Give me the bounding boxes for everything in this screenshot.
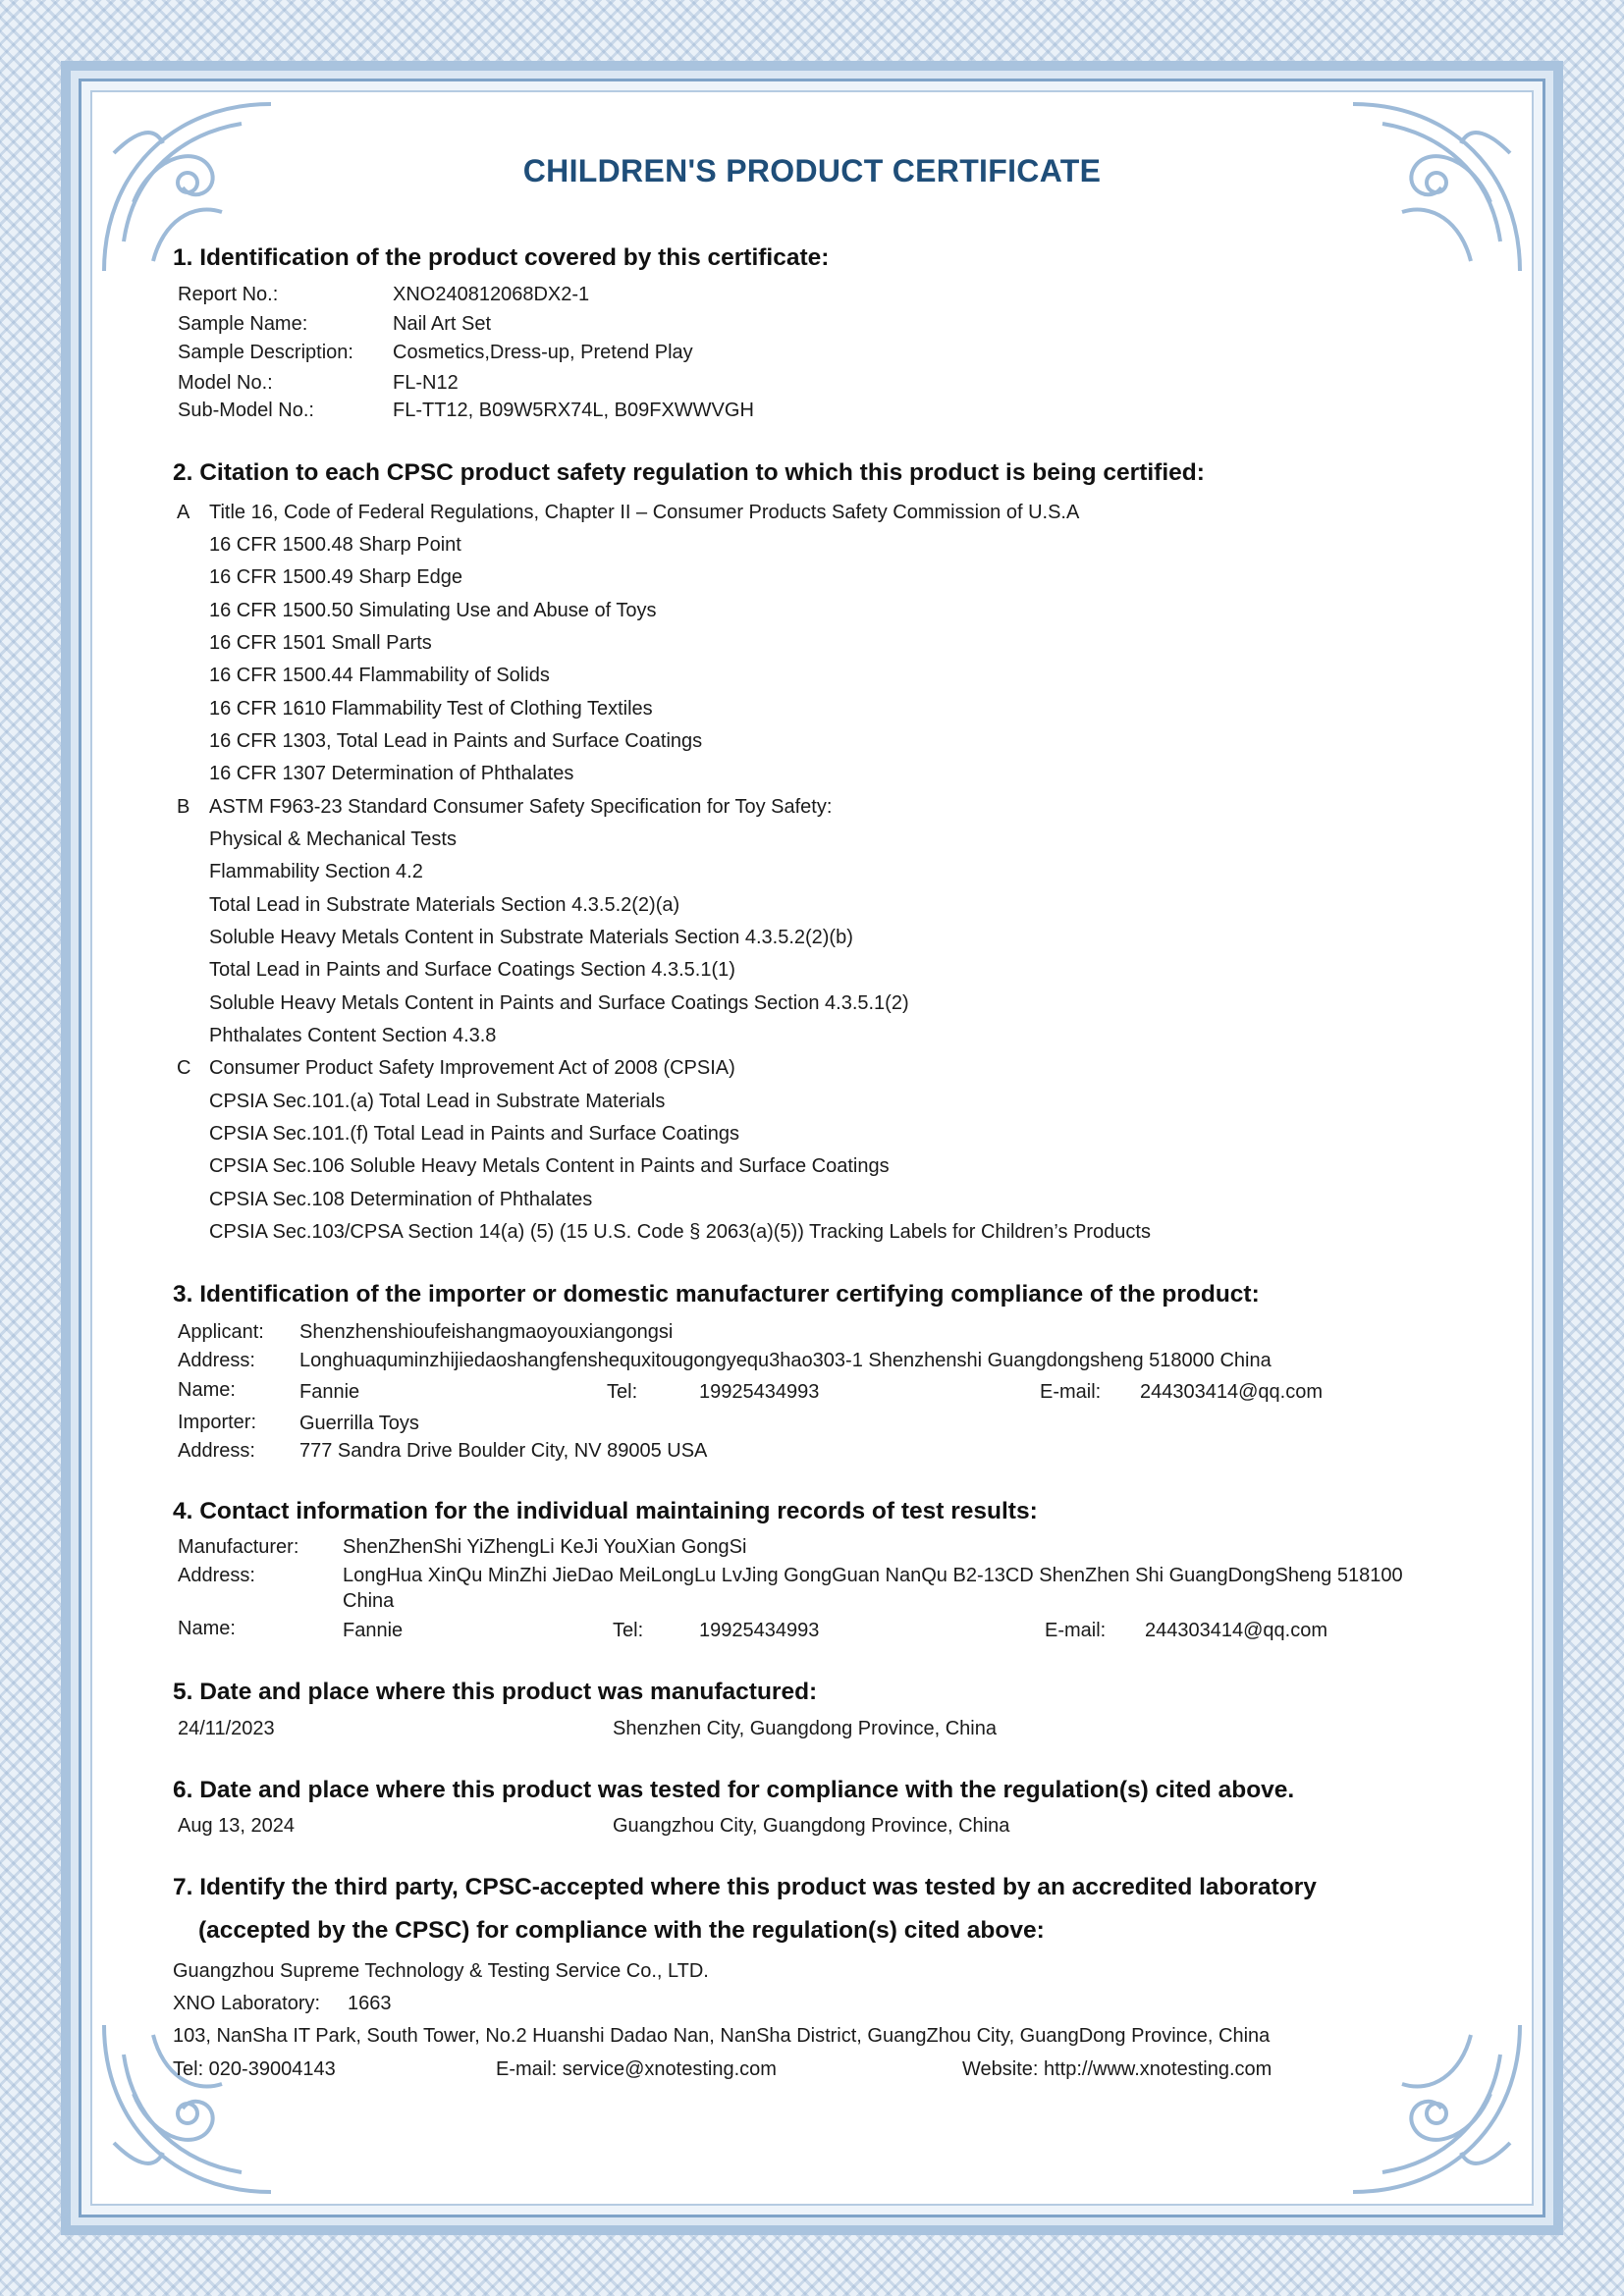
applicant-name-label: Name: <box>178 1379 236 1401</box>
regulation-item: CPSIA Sec.101.(a) Total Lead in Substrate Materials <box>209 1091 666 1112</box>
applicant-email-label: E-mail: <box>1040 1381 1102 1403</box>
page-title: CHILDREN'S PRODUCT CERTIFICATE <box>522 153 1102 188</box>
applicant-address-value: Longhuaquminzhijiedaoshangfenshequxitougongyequ3hao303-1 Shenzhenshi Guangdongsheng 518000 China <box>299 1350 1272 1371</box>
manufacturer-value: ShenZhenShi YiZhengLi KeJi YouXian GongSi <box>343 1536 747 1558</box>
lab-company: Guangzhou Supreme Technology & Testing Service Co., LTD. <box>173 1960 709 1982</box>
report-no-value: XNO240812068DX2-1 <box>393 284 590 305</box>
regulation-item: CPSIA Sec.103/CPSA Section 14(a) (5) (15 U.S. Code § 2063(a)(5)) Tracking Labels for Children’s Products <box>209 1221 1151 1243</box>
regulation-item: 16 CFR 1501 Small Parts <box>209 632 432 654</box>
group-title: ASTM F963-23 Standard Consumer Safety Specification for Toy Safety: <box>209 796 833 818</box>
section6-heading: 6. Date and place where this product was tested for compliance with the regulation(s) cited above. <box>173 1777 1295 1803</box>
importer-address-label: Address: <box>178 1440 255 1462</box>
applicant-tel-value: 19925434993 <box>699 1381 820 1403</box>
applicant-value: Shenzhenshioufeishangmaoyouxiangongsi <box>299 1321 674 1343</box>
regulation-item: 16 CFR 1500.49 Sharp Edge <box>209 566 462 588</box>
section7-heading-cont: (accepted by the CPSC) for compliance with the regulation(s) cited above: <box>198 1917 1045 1944</box>
contact-tel-label: Tel: <box>613 1620 644 1641</box>
importer-value: Guerrilla Toys <box>299 1413 419 1434</box>
sample-description-value: Cosmetics,Dress-up, Pretend Play <box>393 342 693 363</box>
regulation-item: 16 CFR 1610 Flammability Test of Clothing Textiles <box>209 698 653 720</box>
section5-heading: 5. Date and place where this product was manufactured: <box>173 1679 818 1705</box>
regulation-item: Total Lead in Substrate Materials Section 4.3.5.2(2)(a) <box>209 894 680 916</box>
sample-name-label: Sample Name: <box>178 313 308 335</box>
regulation-item: 16 CFR 1500.44 Flammability of Solids <box>209 665 550 686</box>
model-no-value: FL-N12 <box>393 372 459 394</box>
model-no-label: Model No.: <box>178 372 273 394</box>
applicant-name-value: Fannie <box>299 1381 360 1403</box>
manufacture-place: Shenzhen City, Guangdong Province, China <box>613 1718 997 1739</box>
contact-email-value: 244303414@qq.com <box>1145 1620 1327 1641</box>
section1-heading: 1. Identification of the product covered by this certificate: <box>173 244 830 271</box>
lab-tel: Tel: 020-39004143 <box>173 2058 336 2080</box>
applicant-label: Applicant: <box>178 1321 264 1343</box>
manufacture-date: 24/11/2023 <box>178 1718 275 1739</box>
importer-address-value: 777 Sandra Drive Boulder City, NV 89005 USA <box>299 1440 708 1462</box>
report-no-label: Report No.: <box>178 284 279 305</box>
regulation-item: Phthalates Content Section 4.3.8 <box>209 1025 497 1046</box>
regulation-item: CPSIA Sec.108 Determination of Phthalates <box>209 1189 593 1210</box>
regulation-item: 16 CFR 1500.48 Sharp Point <box>209 534 461 556</box>
manufacturer-address-line2: China <box>343 1590 395 1612</box>
contact-email-label: E-mail: <box>1045 1620 1107 1641</box>
sub-model-no-label: Sub-Model No.: <box>178 400 314 421</box>
group-letter: C <box>177 1057 191 1079</box>
regulation-item: Physical & Mechanical Tests <box>209 828 457 850</box>
importer-label: Importer: <box>178 1412 257 1433</box>
manufacturer-address-line1: LongHua XinQu MinZhi JieDao MeiLongLu LvJing GongGuan NanQu B2-13CD ShenZhen Shi GuangDongSheng 518100 <box>343 1565 1403 1586</box>
lab-number: 1663 <box>348 1993 392 2014</box>
group-letter: B <box>177 796 190 818</box>
sample-description-label: Sample Description: <box>178 342 353 363</box>
applicant-email-value: 244303414@qq.com <box>1140 1381 1323 1403</box>
regulation-item: 16 CFR 1307 Determination of Phthalates <box>209 763 574 784</box>
lab-email: E-mail: service@xnotesting.com <box>496 2058 777 2080</box>
group-title: Consumer Product Safety Improvement Act of 2008 (CPSIA) <box>209 1057 735 1079</box>
sample-name-value: Nail Art Set <box>393 313 492 335</box>
regulation-item: CPSIA Sec.106 Soluble Heavy Metals Content in Paints and Surface Coatings <box>209 1155 890 1177</box>
test-date: Aug 13, 2024 <box>178 1815 295 1837</box>
regulation-item: Flammability Section 4.2 <box>209 861 423 882</box>
group-title: Title 16, Code of Federal Regulations, Chapter II – Consumer Products Safety Commission of U.S.A <box>209 502 1080 523</box>
lab-website: Website: http://www.xnotesting.com <box>962 2058 1272 2080</box>
regulation-item: Total Lead in Paints and Surface Coatings Section 4.3.5.1(1) <box>209 959 735 981</box>
section4-heading: 4. Contact information for the individual maintaining records of test results: <box>173 1498 1038 1524</box>
test-place: Guangzhou City, Guangdong Province, China <box>613 1815 1010 1837</box>
manufacturer-label: Manufacturer: <box>178 1536 299 1558</box>
regulation-item: Soluble Heavy Metals Content in Paints and Surface Coatings Section 4.3.5.1(2) <box>209 992 909 1014</box>
contact-tel-value: 19925434993 <box>699 1620 820 1641</box>
applicant-tel-label: Tel: <box>607 1381 638 1403</box>
regulation-item: 16 CFR 1500.50 Simulating Use and Abuse of Toys <box>209 600 657 621</box>
sub-model-no-value: FL-TT12, B09W5RX74L, B09FXWWVGH <box>393 400 754 421</box>
section2-heading: 2. Citation to each CPSC product safety regulation to which this product is being certified: <box>173 459 1205 486</box>
section3-heading: 3. Identification of the importer or domestic manufacturer certifying compliance of the product: <box>173 1281 1260 1308</box>
group-letter: A <box>177 502 190 523</box>
lab-address: 103, NanSha IT Park, South Tower, No.2 Huanshi Dadao Nan, NanSha District, GuangZhou City, GuangDong Province, China <box>173 2025 1271 2047</box>
regulation-item: 16 CFR 1303, Total Lead in Paints and Surface Coatings <box>209 730 703 752</box>
contact-name-value: Fannie <box>343 1620 404 1641</box>
lab-label: XNO Laboratory: <box>173 1993 321 2014</box>
section7-heading: 7. Identify the third party, CPSC-accepted where this product was tested by an accredited laboratory <box>173 1874 1317 1900</box>
regulation-item: Soluble Heavy Metals Content in Substrate Materials Section 4.3.5.2(2)(b) <box>209 927 853 948</box>
contact-name-label: Name: <box>178 1618 236 1639</box>
regulation-item: CPSIA Sec.101.(f) Total Lead in Paints and Surface Coatings <box>209 1123 739 1145</box>
manufacturer-address-label: Address: <box>178 1565 255 1586</box>
applicant-address-label: Address: <box>178 1350 255 1371</box>
